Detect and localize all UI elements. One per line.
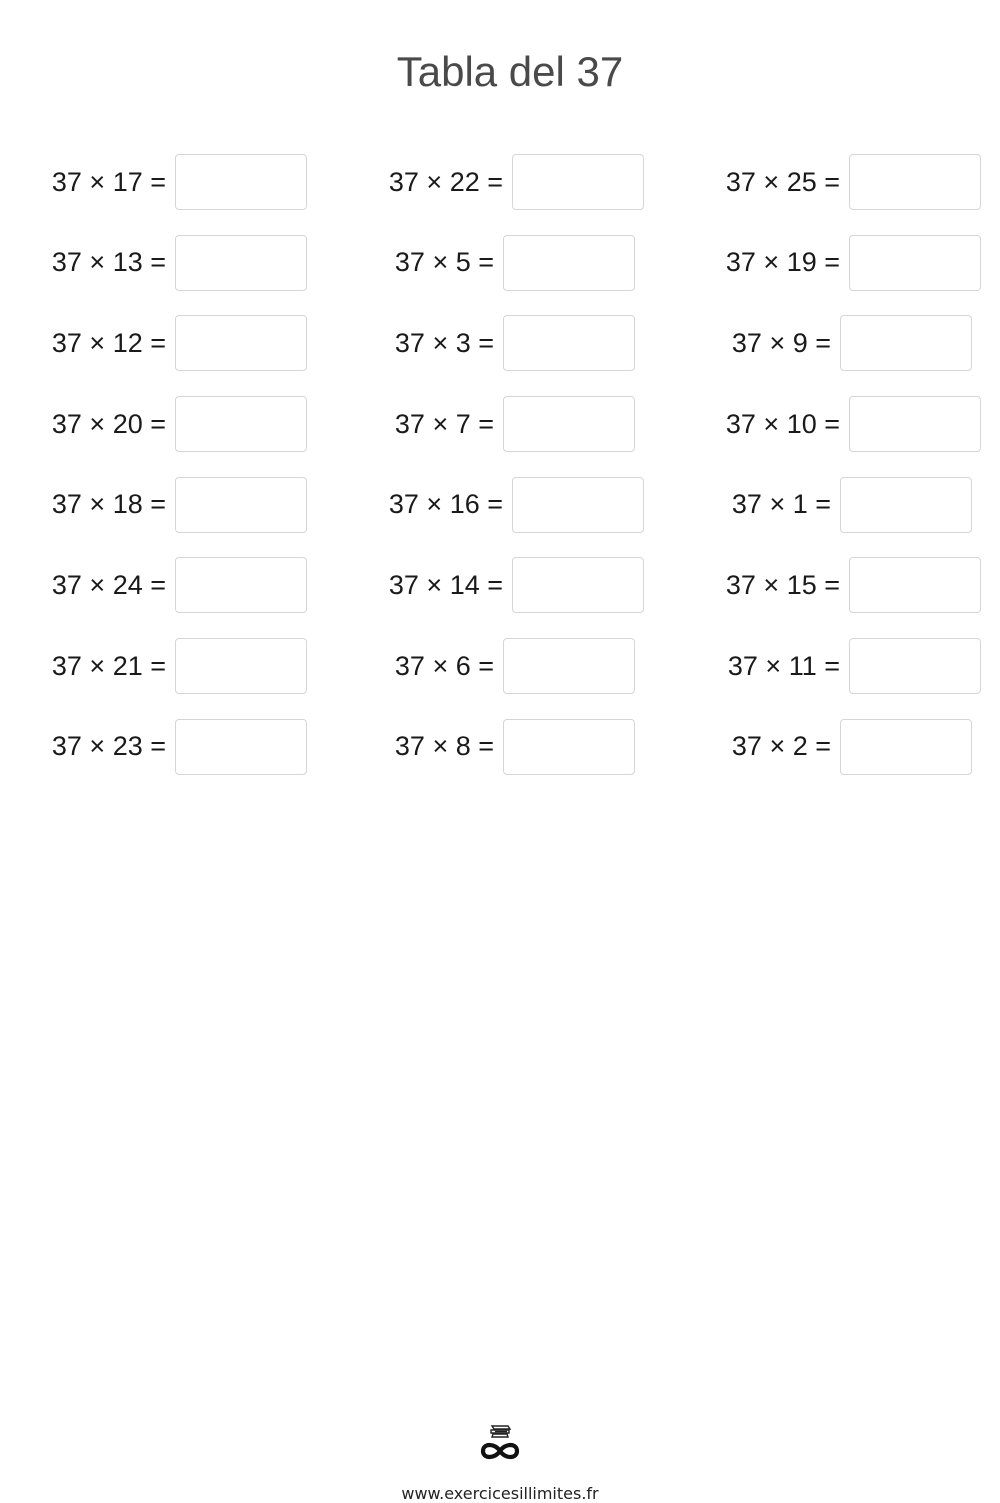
exercise-grid bbox=[0, 153, 1000, 799]
exercise-item bbox=[674, 476, 981, 534]
exercise-row bbox=[0, 153, 1000, 211]
exercise-expression: 37 × 18 = bbox=[51, 489, 166, 520]
exercise-item bbox=[337, 395, 644, 453]
exercise-item bbox=[674, 395, 981, 453]
exercise-expression: 37 × 20 = bbox=[51, 408, 166, 439]
exercise-row bbox=[0, 395, 1000, 453]
answer-input[interactable] bbox=[503, 396, 635, 452]
exercise-row bbox=[0, 234, 1000, 292]
exercise-item bbox=[337, 556, 644, 614]
exercise-expression: 37 × 12 = bbox=[51, 327, 166, 358]
exercise-item bbox=[674, 637, 981, 695]
exercise-expression: 37 × 9 = bbox=[731, 327, 831, 358]
answer-input[interactable] bbox=[512, 477, 644, 533]
exercise-item bbox=[0, 718, 307, 776]
answer-input[interactable] bbox=[175, 719, 307, 775]
exercise-item bbox=[337, 476, 644, 534]
answer-input[interactable] bbox=[849, 154, 981, 210]
exercise-item bbox=[674, 314, 981, 372]
exercise-item bbox=[0, 153, 307, 211]
answer-input[interactable] bbox=[840, 477, 972, 533]
exercise-item bbox=[0, 234, 307, 292]
answer-input[interactable] bbox=[175, 477, 307, 533]
answer-input[interactable] bbox=[175, 235, 307, 291]
exercise-expression: 37 × 15 = bbox=[725, 569, 840, 600]
answer-input[interactable] bbox=[512, 557, 644, 613]
exercise-item bbox=[0, 637, 307, 695]
exercise-expression: 37 × 5 = bbox=[394, 247, 494, 278]
exercise-row bbox=[0, 476, 1000, 534]
exercise-item bbox=[337, 234, 644, 292]
exercise-item bbox=[674, 153, 981, 211]
books-infinity-logo-icon bbox=[475, 1422, 525, 1464]
exercise-expression: 37 × 8 = bbox=[394, 731, 494, 762]
exercise-expression: 37 × 6 = bbox=[394, 650, 494, 681]
exercise-expression: 37 × 16 = bbox=[388, 489, 503, 520]
footer-url: www.exercicesillimites.fr bbox=[401, 1484, 599, 1503]
exercise-row bbox=[0, 718, 1000, 776]
answer-input[interactable] bbox=[175, 638, 307, 694]
answer-input[interactable] bbox=[175, 154, 307, 210]
exercise-item bbox=[0, 476, 307, 534]
exercise-item bbox=[674, 234, 981, 292]
answer-input[interactable] bbox=[849, 557, 981, 613]
exercise-row bbox=[0, 314, 1000, 372]
exercise-expression: 37 × 13 = bbox=[51, 247, 166, 278]
exercise-item bbox=[337, 637, 644, 695]
answer-input[interactable] bbox=[840, 719, 972, 775]
exercise-expression: 37 × 24 = bbox=[51, 569, 166, 600]
exercise-expression: 37 × 25 = bbox=[725, 166, 840, 197]
exercise-item bbox=[674, 556, 981, 614]
exercise-item bbox=[0, 314, 307, 372]
answer-input[interactable] bbox=[175, 396, 307, 452]
answer-input[interactable] bbox=[512, 154, 644, 210]
exercise-expression: 37 × 22 = bbox=[388, 166, 503, 197]
exercise-item bbox=[337, 153, 644, 211]
exercise-expression: 37 × 19 = bbox=[725, 247, 840, 278]
answer-input[interactable] bbox=[849, 235, 981, 291]
answer-input[interactable] bbox=[840, 315, 972, 371]
exercise-item bbox=[337, 314, 644, 372]
exercise-item bbox=[0, 395, 307, 453]
exercise-expression: 37 × 23 = bbox=[51, 731, 166, 762]
exercise-expression: 37 × 14 = bbox=[388, 569, 503, 600]
answer-input[interactable] bbox=[175, 557, 307, 613]
exercise-row bbox=[0, 556, 1000, 614]
exercise-expression: 37 × 17 = bbox=[51, 166, 166, 197]
exercise-expression: 37 × 3 = bbox=[394, 327, 494, 358]
page-title: Tabla del 37 bbox=[396, 48, 624, 95]
answer-input[interactable] bbox=[503, 638, 635, 694]
exercise-expression: 37 × 21 = bbox=[51, 650, 166, 681]
footer bbox=[0, 1422, 1000, 1503]
exercise-expression: 37 × 7 = bbox=[394, 408, 494, 439]
exercise-item bbox=[0, 556, 307, 614]
exercise-item bbox=[674, 718, 981, 776]
exercise-expression: 37 × 11 = bbox=[727, 650, 840, 681]
answer-input[interactable] bbox=[503, 315, 635, 371]
answer-input[interactable] bbox=[503, 719, 635, 775]
exercise-item bbox=[337, 718, 644, 776]
answer-input[interactable] bbox=[175, 315, 307, 371]
answer-input[interactable] bbox=[503, 235, 635, 291]
exercise-expression: 37 × 10 = bbox=[725, 408, 840, 439]
exercise-expression: 37 × 1 = bbox=[731, 489, 831, 520]
exercise-expression: 37 × 2 = bbox=[731, 731, 831, 762]
answer-input[interactable] bbox=[849, 396, 981, 452]
answer-input[interactable] bbox=[849, 638, 981, 694]
exercise-row bbox=[0, 637, 1000, 695]
